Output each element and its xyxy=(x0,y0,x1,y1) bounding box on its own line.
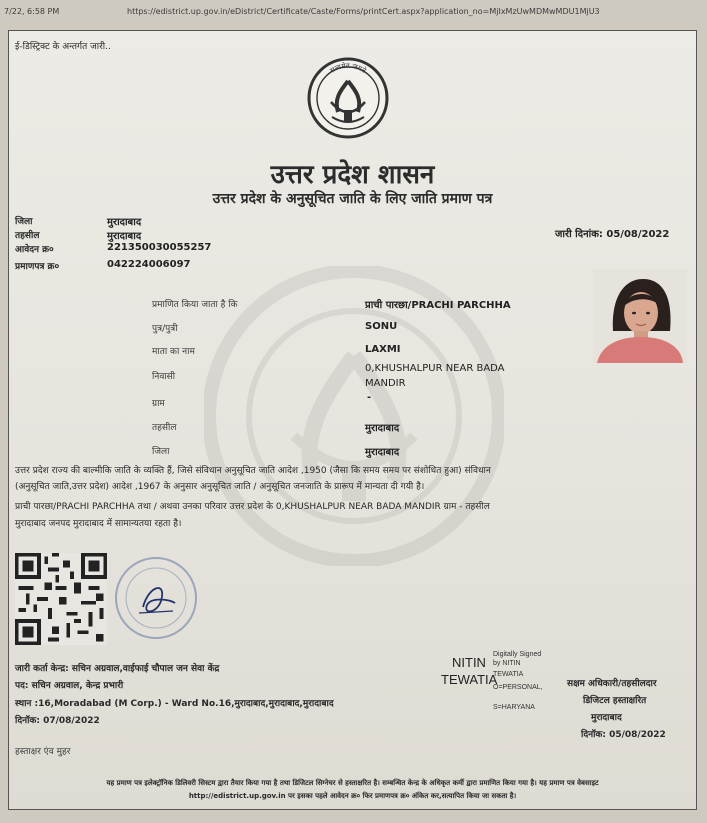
digital-signature-detail-4: O=PERSONAL, xyxy=(493,684,543,691)
certificate-page xyxy=(8,30,697,810)
top-note: ई-डिस्ट्रिक्ट के अन्तर्गत जारी.. xyxy=(15,42,111,52)
resident-label: निवासी xyxy=(152,372,176,382)
tehsil-detail-value: मुरादाबाद xyxy=(365,423,400,434)
digital-signer-name-line1: NITIN xyxy=(452,655,486,670)
applicant-photo xyxy=(593,269,687,363)
verification-qr-code xyxy=(15,553,107,645)
certificate-title: उत्तर प्रदेश शासन xyxy=(270,160,435,190)
body-text-line-3: प्राची पारछा/PRACHI PARCHHA तथा / अथवा उनका परिवार उत्तर प्रदेश के 0,KHUSHALPUR NEAR BADA MANDIR ग्राम - तहसील xyxy=(15,502,490,512)
issue-date: जारी दिनांक: 05/08/2022 xyxy=(555,229,670,240)
village-label: ग्राम xyxy=(152,399,165,409)
resident-value: 0,KHUSHALPUR NEAR BADA xyxy=(365,363,505,374)
resident-value-line2: MANDIR xyxy=(365,378,406,389)
official-seal xyxy=(113,555,199,641)
digital-signature-detail-5: S=HARYANA xyxy=(493,704,535,711)
certificate-no-value: 042224006097 xyxy=(107,259,191,270)
district-detail-value: मुरादाबाद xyxy=(365,447,400,458)
mother-label: माता का नाम xyxy=(152,347,195,357)
issuer-date: दिनॉक: 07/08/2022 xyxy=(15,716,100,726)
district-value: मुरादाबाद xyxy=(107,217,142,228)
body-text-line-2: (अनुसूचित जाति,उत्तर प्रदेश) आदेश ,1967 के अनुसार अनुसूचित जाति / अनुसूचित जनजाति के प्रारूप में मान्यता दी गयी है। xyxy=(15,482,425,492)
digital-signer-name-line2: TEWATIA xyxy=(441,672,498,687)
applicant-name: प्राची पारछा/PRACHI PARCHHA xyxy=(365,300,511,311)
application-no-label: आवेदन क्र० xyxy=(15,245,54,255)
body-text-line-4: मुरादाबाद जनपद मुरादाबाद में सामान्यतया रहता है। xyxy=(15,519,182,529)
print-url: https://edistrict.up.gov.in/eDistrict/Certificate/Caste/Forms/printCert.aspx?application_no=MjIxMzUwMDMwMDU1MjU3 xyxy=(127,7,600,16)
watermark-emblem xyxy=(204,266,504,566)
digital-signature-detail-3: TEWATIA xyxy=(493,671,524,678)
print-timestamp: 7/22, 6:58 PM xyxy=(4,7,60,16)
district-detail-label: जिला xyxy=(152,447,170,457)
body-text-line-1: उत्तर प्रदेश राज्य की बाल्मीकि जाति के व्यक्ति हैं, जिसे संविधान अनुसूचित जाति आदेश ,1950 (जैसा कि समय समय पर संशोधित हुआ) संविधान xyxy=(15,466,491,476)
up-emblem-logo xyxy=(307,57,389,139)
certificate-no-label: प्रमाणपत्र क्र० xyxy=(15,262,60,272)
footer-note-line-1: यह प्रमाण पत्र इलेक्ट्रॉनिक डिलिवरी सिस्टम द्वारा तैयार किया गया है तथा डिजिटल सिग्नेचर से हस्ताक्षरित है। सम्बन्धित केन्द्र के अधिकृत कर्मी द्वारा प्रमाणित किया गया है। यह प्रमाण पत्र वेबसाइट xyxy=(106,779,599,787)
authority-place: मुरादाबाद xyxy=(591,713,622,723)
authority-title: सक्षम अधिकारी/तहसीलदार xyxy=(567,679,657,689)
certificate-subtitle: उत्तर प्रदेश के अनुसूचित जाति के लिए जाति प्रमाण पत्र xyxy=(212,191,493,207)
print-header xyxy=(0,0,707,22)
footer-note-line-2: http://edistrict.up.gov.in पर इसका पहले आवेदन क्र० फिर प्रमाणपत्र क्र० अंकित कर,सत्यापित किया जा सकता है। xyxy=(188,792,517,800)
district-label: जिला xyxy=(15,217,33,227)
digital-signature-detail-1: Digitally Signed xyxy=(493,651,542,658)
tehsil-label: तहसील xyxy=(15,231,40,241)
parent-label: पुत्र/पुत्री xyxy=(152,324,178,334)
signature-and-seal-note: हस्ताक्षर एंव मुहर xyxy=(15,747,71,757)
issuer-place: स्थान :16,Moradabad (M Corp.) - Ward No.16,मुरादाबाद,मुरादाबाद,मुरादाबाद xyxy=(15,699,334,709)
authority-digital-sign: डिजिटल हस्ताक्षरित xyxy=(583,696,647,706)
certified-label: प्रमाणित किया जाता है कि xyxy=(152,300,238,310)
issuing-center: जारी कर्ता केन्द्र: सचिन अग्रवाल,वाईफाई चौपाल जन सेवा केंद्र xyxy=(15,664,220,674)
tehsil-detail-label: तहसील xyxy=(152,423,177,433)
mother-name: LAXMI xyxy=(365,344,401,355)
digital-signature-detail-2: by NITIN xyxy=(493,660,521,667)
application-no-value: 221350030055257 xyxy=(107,242,212,253)
emblem-text: सत्यमेव जयते xyxy=(328,61,368,75)
issuer-post: पद: सचिन अग्रवाल, केन्द्र प्रभारी xyxy=(15,681,124,691)
tehsil-value: मुरादाबाद xyxy=(107,231,142,242)
village-value: - xyxy=(367,392,372,403)
authority-date: दिनॉक: 05/08/2022 xyxy=(581,730,666,740)
parent-name: SONU xyxy=(365,321,398,332)
